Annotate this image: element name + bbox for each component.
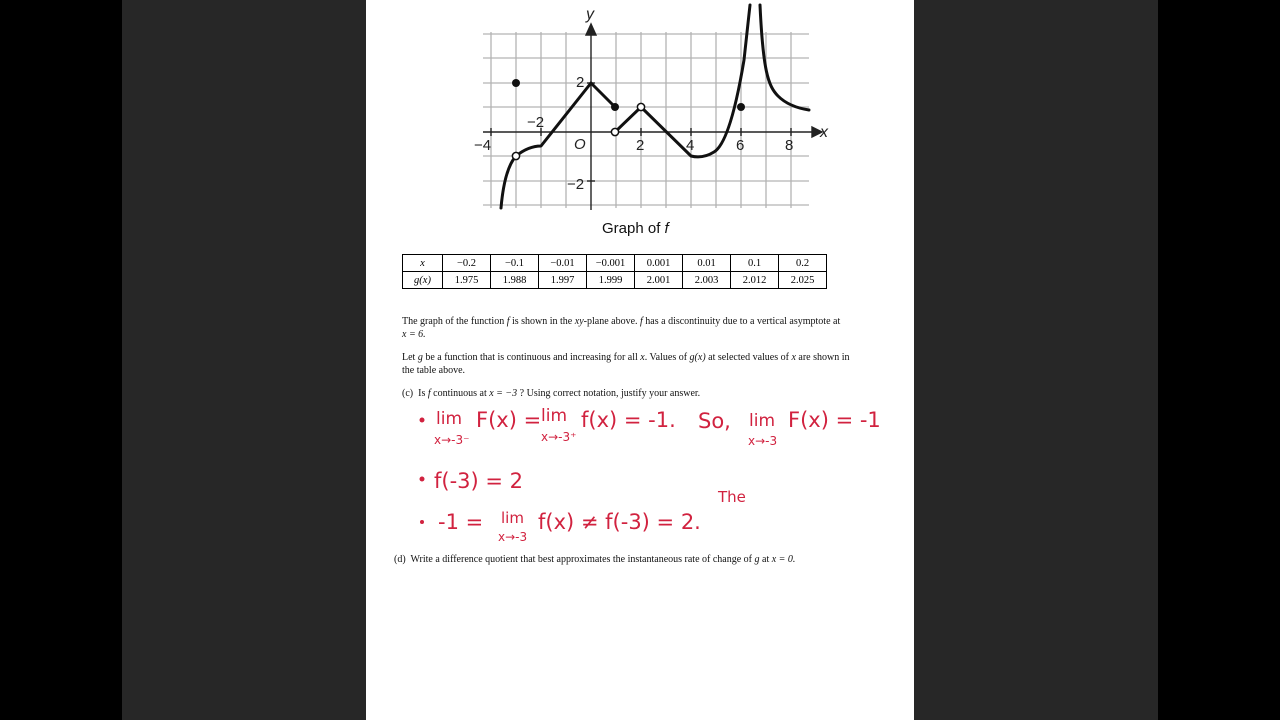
text-run: . Values of [644,352,690,363]
math-x-equals-6: x = 6. [402,328,426,340]
table-cell: 2.001 [635,272,683,289]
x-tick-label: −4 [474,137,492,154]
question-d [394,554,795,565]
table-header-x: x [403,255,443,272]
hw-lim: lim [541,406,568,426]
handwritten-answer [366,395,914,555]
x-tick-label: 2 [636,137,645,154]
y-axis-label: y [586,6,594,23]
right-letterbox [914,0,1158,720]
hw-expression: f(x) = -1. [581,408,676,432]
math-x-equals-0: x = 0. [771,554,796,565]
text-run: The graph of the function [402,316,507,327]
table-cell: −0.001 [587,255,635,272]
math-x-equals-neg3: x = −3 [489,388,518,399]
question-label: (d) [394,554,406,565]
text-run: at [759,554,772,565]
text-run: at selected values of [705,352,792,363]
y-tick-label: −2 [567,176,585,193]
math-xy: xy [574,316,584,327]
table-row-x [403,255,827,272]
math-gx: g(x) [689,352,706,363]
hw-expression: f(x) ≠ f(-3) = 2. [538,510,701,534]
hw-expression: F(x) = -1 [788,408,881,432]
g-values-table [402,254,827,289]
x-axis-label: x [820,124,828,141]
table-cell: −0.01 [539,255,587,272]
paragraph-g-description [402,352,902,377]
text-run: is shown in the [509,316,575,327]
text-run: continuous at [430,388,490,399]
closed-points [512,79,745,111]
text-run: -plane above. [583,316,641,327]
left-letterbox [122,0,366,720]
text-run: Is [418,388,428,399]
hw-side-note: The [718,488,746,506]
paragraph-graph-description [402,316,902,341]
table-cell: 2.012 [731,272,779,289]
math-x: x [791,352,796,363]
table-cell: 2.025 [779,272,827,289]
text-run: Write a difference quotient that best approximates the instantaneous rate of change of [410,554,755,565]
table-cell: 1.999 [587,272,635,289]
x-tick-label: −2 [527,114,545,131]
hw-lim-subscript: x→-3⁺ [541,430,577,444]
bullet-dot [420,418,425,423]
worksheet-page [366,0,914,720]
text-run: be a function that is continuous and increasing for all [422,352,641,363]
text-run: ? Using correct notation, justify your answer. [517,388,701,399]
text-run: Let [402,352,418,363]
caption-function: f [664,220,669,237]
bullet-dot [420,520,424,524]
hw-lim: lim [436,409,463,429]
math-f: f [506,316,510,327]
hw-so: So, [698,409,731,433]
hw-expression: F(x) = [476,408,542,432]
hw-lim-subscript: x→-3⁻ [434,433,470,447]
hw-lim-subscript: x→-3 [748,434,778,448]
question-label: (c) [402,388,414,399]
math-f: f [427,388,431,399]
origin-label: O [574,136,586,153]
table-row-g [403,272,827,289]
table-cell: 2.003 [683,272,731,289]
hw-expression: f(-3) = 2 [434,469,524,493]
graph-caption [602,220,669,237]
hw-expression: -1 = [438,510,484,534]
table-cell: 0.001 [635,255,683,272]
text-run: the table above. [402,364,466,376]
hw-lim: lim [749,411,776,431]
hw-lim: lim [501,509,524,527]
hw-lim-subscript: x→-3 [498,530,528,544]
table-cell: 1.975 [443,272,491,289]
table-cell: 0.1 [731,255,779,272]
y-tick-label: 2 [576,74,585,91]
text-run: has a discontinuity due to a vertical asymptote at [642,316,841,327]
math-f: f [640,316,643,327]
table-cell: 0.2 [779,255,827,272]
x-tick-label: 8 [785,137,794,154]
bullet-dot [420,477,425,482]
table-cell: 0.01 [683,255,731,272]
graph-of-f [366,0,914,215]
math-x: x [640,352,645,363]
x-tick-label: 6 [736,137,745,154]
caption-prefix: Graph of [602,220,665,237]
table-cell: 1.997 [539,272,587,289]
table-cell: −0.1 [491,255,539,272]
math-g: g [754,554,760,565]
table-header-g: g(x) [403,272,443,289]
table-cell: −0.2 [443,255,491,272]
math-g: g [417,352,423,363]
table-cell: 1.988 [491,272,539,289]
x-tick-label: 4 [686,137,695,154]
text-run: are shown in [795,352,850,363]
